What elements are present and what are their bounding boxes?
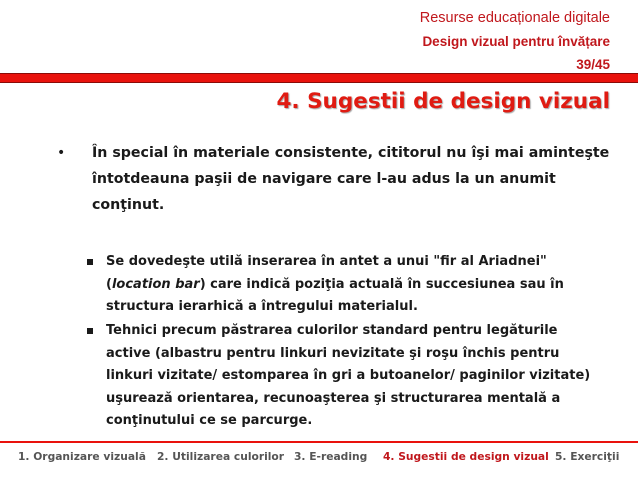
- sub-bullet-ariadne: [106, 251, 606, 319]
- footer-divider: [0, 441, 638, 443]
- location-bar-term: location bar: [111, 276, 200, 292]
- page-number: 39/45: [576, 57, 610, 72]
- nav-link-exercitii[interactable]: 5. Exerciţii: [555, 450, 620, 463]
- nav-link-culori[interactable]: 2. Utilizarea culorilor: [157, 450, 285, 463]
- header-title: Resurse educaționale digitale: [419, 10, 610, 26]
- main-bullet-text: În special în materiale consistente, cititorul nu îşi mai aminteşte întotdeauna paşii de navigare care l-au adus la un anumit conţinut.: [92, 145, 610, 213]
- bullet-marker: •: [57, 145, 66, 161]
- header-bar: [0, 73, 638, 83]
- nav-link-organizare[interactable]: 1. Organizare vizuală: [18, 450, 146, 463]
- square-bullet-icon: [87, 259, 93, 265]
- square-bullet-icon: [87, 328, 93, 334]
- slide-title: 4. Sugestii de design vizual: [276, 89, 610, 114]
- sub-bullet-text-end: ) care indică poziţia actuală în succesiunea sau în structura ierarhică a întregului materialul.: [106, 276, 564, 314]
- sub-bullet-text-start: Se dovedeşte utilă inserarea în antet a unui "fir al Ariadnei" (: [106, 254, 547, 292]
- sub-bullet-link-colors: Tehnici precum păstrarea culorilor standard pentru legăturile active (albastru pentru linkuri nevizitate şi roşu închis pentru linkuri vizitate/ estomparea în gri a butoanelor/ paginilor vizitate) uşurează orientarea, recunoaşterea şi structurarea mentală a conţinutului ce se parcurge.: [106, 323, 591, 428]
- header-subtitle: Design vizual pentru învățare: [422, 34, 610, 49]
- nav-link-ereading[interactable]: 3. E-reading: [294, 450, 368, 463]
- nav-link-sugestii[interactable]: 4. Sugestii de design vizual: [383, 450, 549, 463]
